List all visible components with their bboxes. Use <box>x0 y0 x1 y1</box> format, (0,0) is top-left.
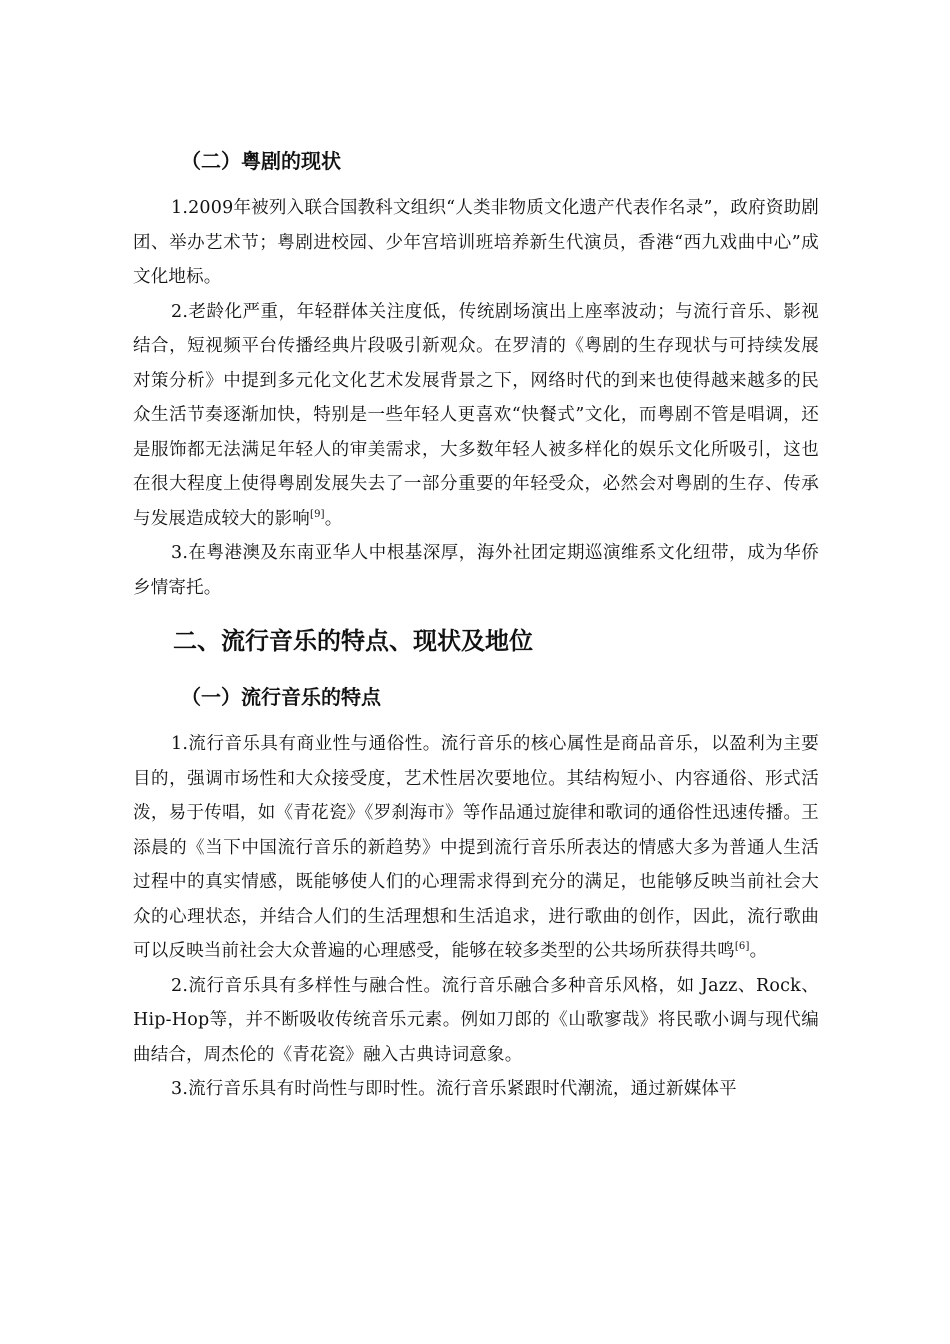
paragraph-pop-1-end: 。 <box>749 941 768 961</box>
paragraph-pop-2: 2.流行音乐具有多样性与融合性。流行音乐融合多种音乐风格，如 Jazz、Rock、Hip-Hop等，并不断吸收传统音乐元素。例如刀郎的《山歌寥哉》将民歌小调与现代编曲结合，周杰伦的《青花瓷》融入古典诗词意象。 <box>133 975 819 1065</box>
paragraph-yue-2-text: 2.老龄化严重，年轻群体关注度低，传统剧场演出上座率波动；与流行音乐、影视结合，短视频平台传播经典片段吸引新观众。在罗清的《粤剧的生存现状与可持续发展对策分析》中提到多元化文化艺术发展背景之下，网络时代的到来也使得越来越多的民众生活节奏逐渐加快，特别是一些年轻人更喜欢“快餐式”文化，而粤剧不管是唱调，还是服饰都无法满足年轻人的审美需求，大多数年轻人被多样化的娱乐文化所吸引，这也在很大程度上使得粤剧发展失去了一部分重要的年轻受众，必然会对粤剧的生存、传承与发展造成较大的影响 <box>133 301 819 529</box>
citation-9: [9] <box>310 508 325 520</box>
paragraph-pop-1-text: 1.流行音乐具有商业性与通俗性。流行音乐的核心属性是商品音乐，以盈利为主要目的，强调市场性和大众接受度，艺术性居次要地位。其结构短小、内容通俗、形式活泼，易于传唱，如《青花瓷》《罗刹海市》等作品通过旋律和歌词的通俗性迅速传播。王添晨的《当下中国流行音乐的新趋势》中提到流行音乐所表达的情感大多为普通人生活过程中的真实情感，既能够使人们的心理需求得到充分的满足，也能够反映当前社会大众的心理状态，并结合人们的生活理想和生活追求，进行歌曲的创作，因此，流行歌曲可以反映当前社会大众普遍的心理感受，能够在较多类型的公共场所获得共鸣 <box>133 734 819 961</box>
page-body <box>133 145 819 1107</box>
paragraph-pop-3: 3.流行音乐具有时尚性与即时性。流行音乐紧跟时代潮流，通过新媒体平 <box>171 1079 737 1099</box>
paragraph-pop-1 <box>133 727 819 969</box>
citation-6: [6] <box>734 941 750 952</box>
section-heading-pop-features: （一）流行音乐的特点 <box>181 685 381 709</box>
paragraph-yue-3: 3.在粤港澳及东南亚华人中根基深厚，海外社团定期巡演维系文化纽带，成为华侨乡情寄托。 <box>133 543 819 598</box>
paragraph-yue-2 <box>133 295 819 537</box>
chapter-heading-pop-music: 二、流行音乐的特点、现状及地位 <box>173 627 533 655</box>
paragraph-yue-2-end: 。 <box>324 508 343 529</box>
section-heading-yue-status: （二）粤剧的现状 <box>181 149 341 173</box>
paragraph-yue-1: 1.2009年被列入联合国教科文组织“人类非物质文化遗产代表作名录”，政府资助剧团、举办艺术节；粤剧进校园、少年宫培训班培养新生代演员，香港“西九戏曲中心”成文化地标。 <box>133 198 819 287</box>
